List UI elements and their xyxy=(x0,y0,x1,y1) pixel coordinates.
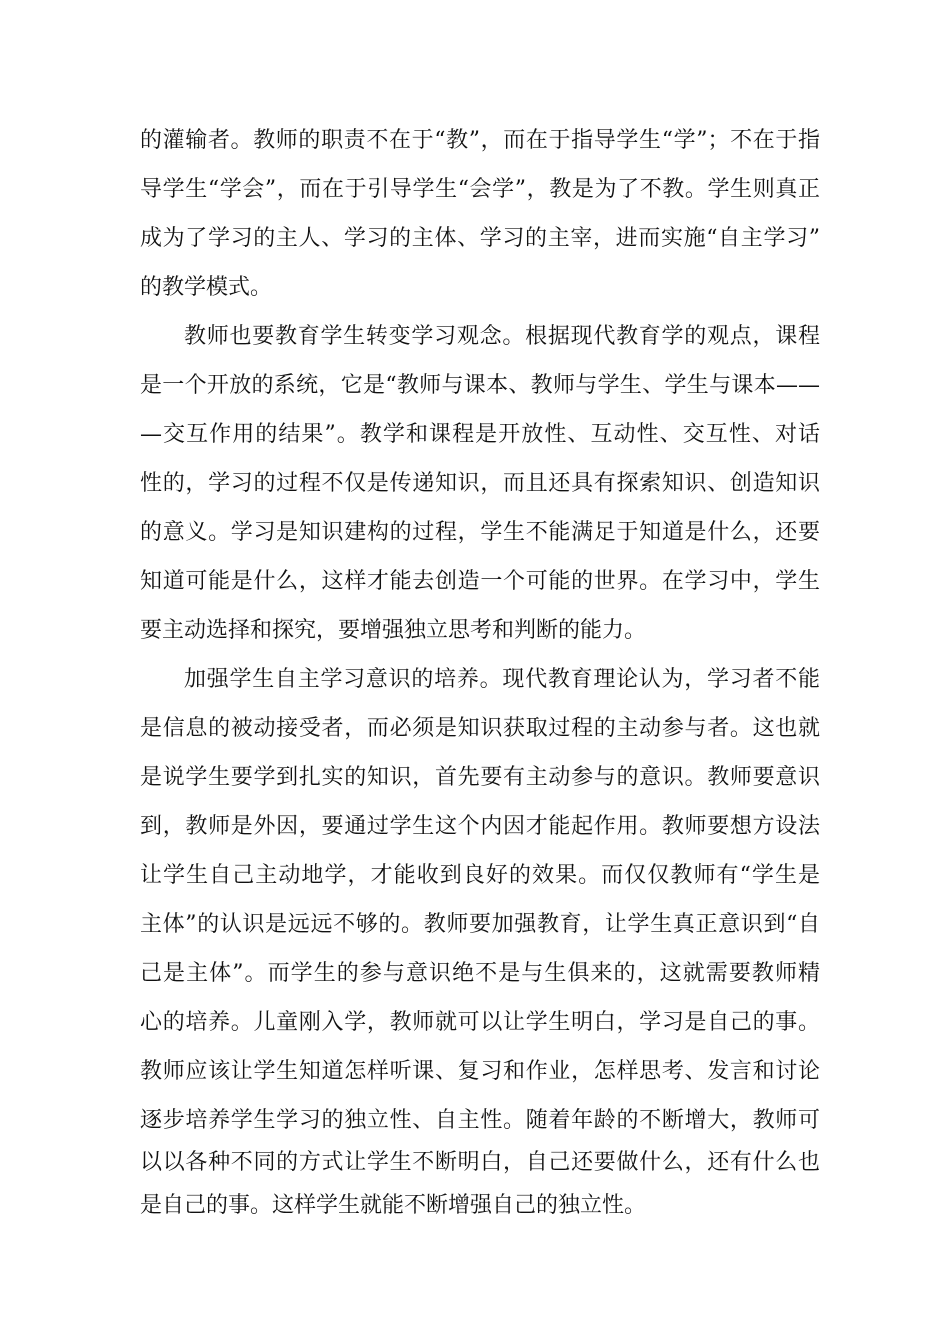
text-line: 主体”的认识是远远不够的。教师要加强教育，让学生真正意识到“自 xyxy=(140,912,820,937)
text-line: 己是主体”。而学生的参与意识绝不是与生俱来的，这就需要教师精 xyxy=(140,961,820,986)
text-line: 是说学生要学到扎实的知识，首先要有主动参与的意识。教师要意识 xyxy=(140,765,820,790)
text-line: 逐步培养学生学习的独立性、自主性。随着年龄的不断增大，教师可 xyxy=(140,1108,820,1133)
text-line: 以以各种不同的方式让学生不断明白，自己还要做什么，还有什么也 xyxy=(140,1150,820,1175)
text-line: 是一个开放的系统，它是“教师与课本、教师与学生、学生与课本—— xyxy=(140,373,820,398)
text-line: 到，教师是外因，要通过学生这个内因才能起作用。教师要想方设法 xyxy=(140,814,820,839)
text-line: —交互作用的结果”。教学和课程是开放性、互动性、交互性、对话 xyxy=(140,422,820,447)
text-line: 加强学生自主学习意识的培养。现代教育理论认为，学习者不能 xyxy=(184,667,820,692)
text-line: 性的，学习的过程不仅是传递知识，而且还具有探索知识、创造知识 xyxy=(140,471,820,496)
text-line: 让学生自己主动地学，才能收到良好的效果。而仅仅教师有“学生是 xyxy=(140,863,820,888)
text-line: 是信息的被动接受者，而必须是知识获取过程的主动参与者。这也就 xyxy=(140,716,820,741)
text-line: 是自己的事。这样学生就能不断增强自己的独立性。 xyxy=(140,1193,647,1218)
text-line: 的意义。学习是知识建构的过程，学生不能满足于知道是什么，还要 xyxy=(140,520,820,545)
body-text xyxy=(140,116,820,1230)
text-line: 要主动选择和探究，要增强独立思考和判断的能力。 xyxy=(140,618,647,643)
text-line: 导学生“学会”，而在于引导学生“会学”，教是为了不教。学生则真正 xyxy=(140,177,820,202)
text-line: 的教学模式。 xyxy=(140,275,273,300)
text-line: 教师也要教育学生转变学习观念。根据现代教育学的观点，课程 xyxy=(184,324,820,349)
text-line: 成为了学习的主人、学习的主体、学习的主宰，进而实施“自主学习” xyxy=(140,226,820,251)
text-line: 的灌输者。教师的职责不在于“教”，而在于指导学生“学”；不在于指 xyxy=(140,128,820,153)
text-line: 知道可能是什么，这样才能去创造一个可能的世界。在学习中，学生 xyxy=(140,569,820,594)
text-line: 心的培养。儿童刚入学，教师就可以让学生明白，学习是自己的事。 xyxy=(140,1010,820,1035)
text-line: 教师应该让学生知道怎样听课、复习和作业，怎样思考、发言和讨论 xyxy=(140,1059,820,1084)
